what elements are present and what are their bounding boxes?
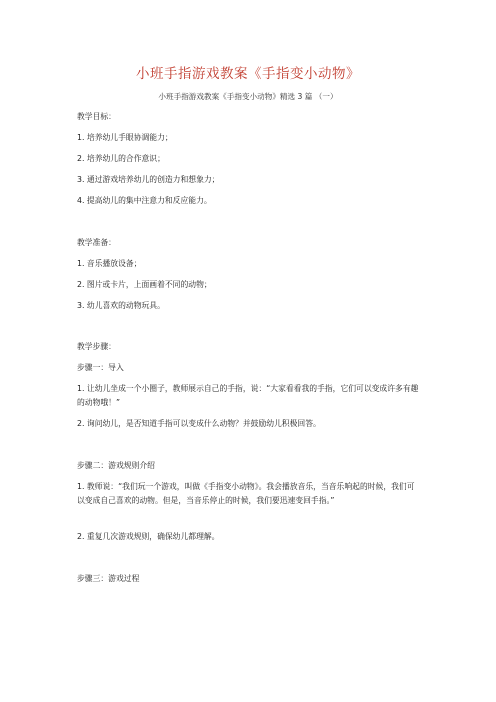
objectives-heading: 教学目标： <box>77 112 116 121</box>
prep-heading: 教学准备： <box>77 238 116 247</box>
prep-item: 2. 图片或卡片，上面画着不同的动物； <box>77 280 212 289</box>
step2-item: 1. 教师说：“我们玩一个游戏，叫做《手指变小动物》。我会播放音乐，当音乐响起的时候，我们可以变成自己喜欢的动物。但是，当音乐停止的时候，我们要迅速变回手指。” <box>77 482 415 505</box>
objective-item: 4. 提高幼儿的集中注意力和反应能力。 <box>77 196 212 205</box>
step1-heading: 步骤一：导入 <box>77 363 124 372</box>
step1-item: 2. 询问幼儿，是否知道手指可以变成什么动物？并鼓励幼儿积极回答。 <box>77 419 321 428</box>
prep-item: 3. 幼儿喜欢的动物玩具。 <box>77 301 165 310</box>
objective-item: 1. 培养幼儿手眼协调能力； <box>77 133 173 142</box>
steps-heading: 教学步骤： <box>77 342 116 351</box>
document-title: 小班手指游戏教案《手指变小动物》 <box>136 66 360 82</box>
step2-heading: 步骤二：游戏规则介绍 <box>77 461 155 470</box>
step1-item: 1. 让幼儿坐成一个小圈子，教师展示自己的手指，说：“大家看看我的手指，它们可以变成许多有趣的动物哦！” <box>77 384 419 407</box>
step2-item: 2. 重复几次游戏规则，确保幼儿都理解。 <box>77 532 220 541</box>
prep-item: 1. 音乐播放设备； <box>77 259 142 268</box>
objective-item: 2. 培养幼儿的合作意识； <box>77 154 165 163</box>
objective-item: 3. 通过游戏培养幼儿的创造力和想象力； <box>77 175 220 184</box>
step3-heading: 步骤三：游戏过程 <box>77 574 140 583</box>
document-subtitle: 小班手指游戏教案《手指变小动物》精选 3 篇 （一） <box>158 92 338 101</box>
